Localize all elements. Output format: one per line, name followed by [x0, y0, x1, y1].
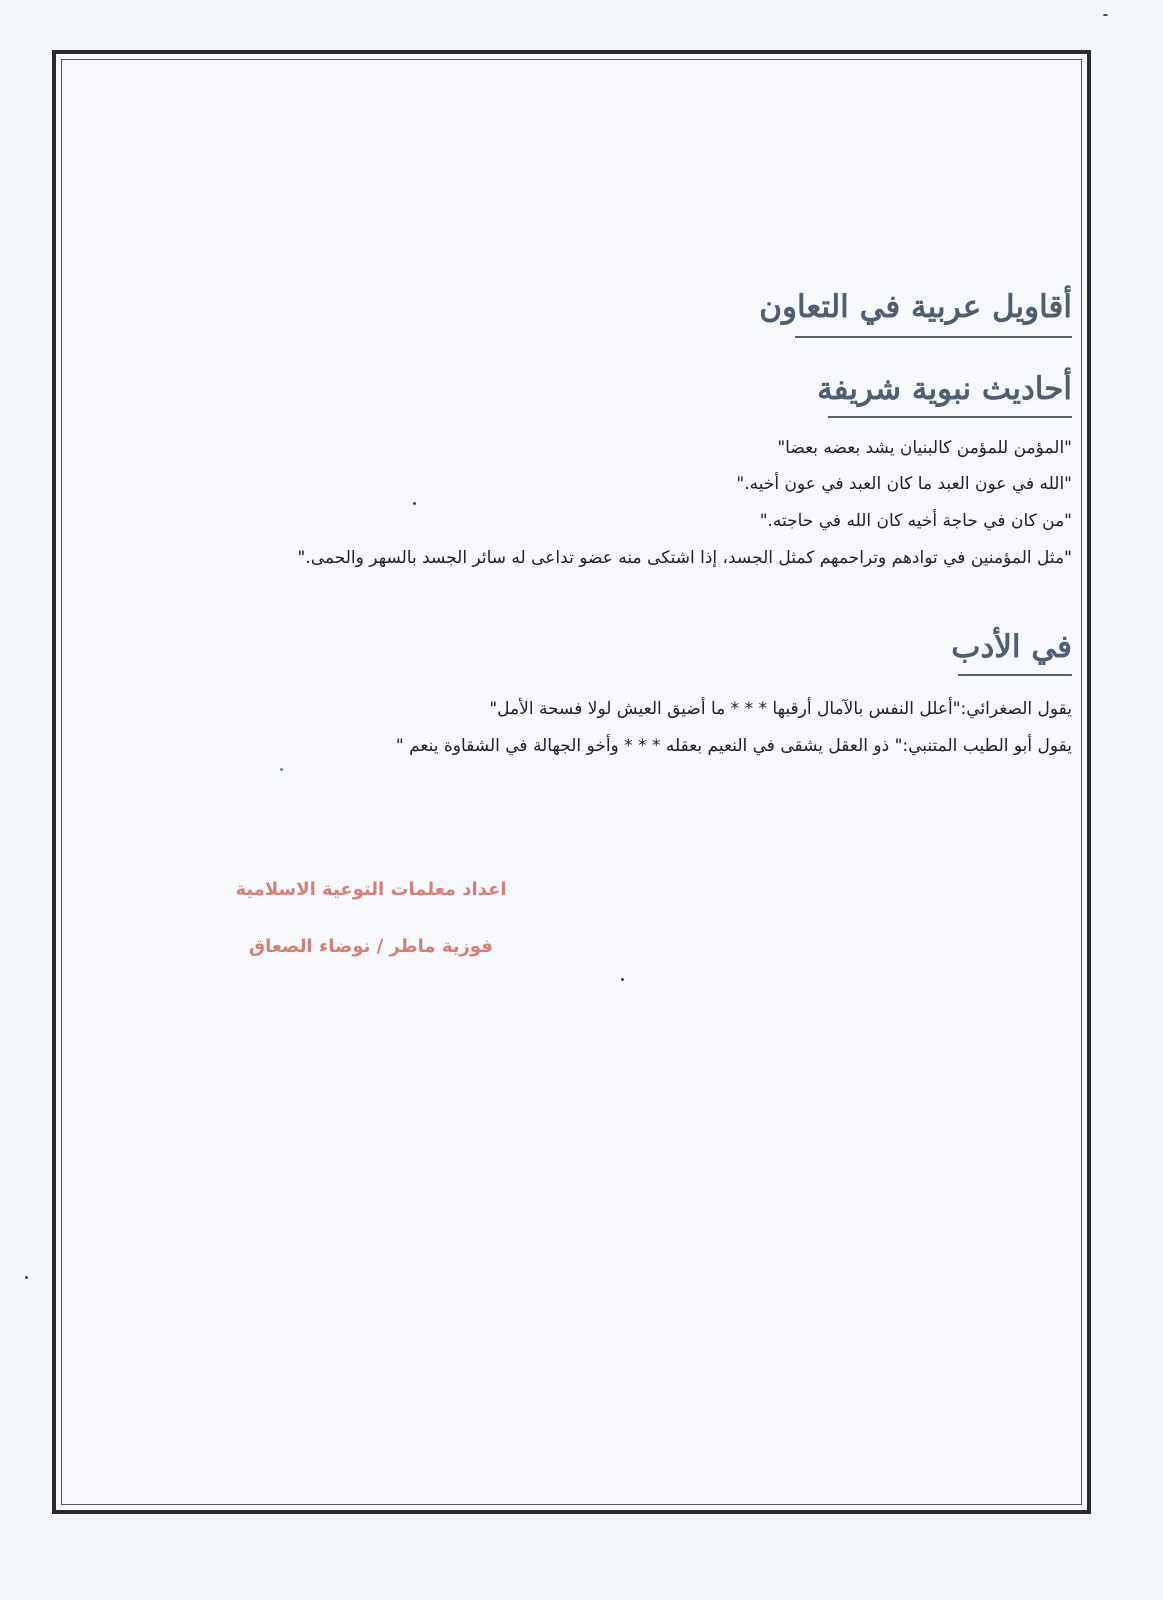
section-heading-literature-underline	[958, 674, 1072, 676]
section-heading-hadiths-underline	[828, 416, 1072, 418]
credit-prepared-by: اعداد معلمات التوعية الاسلامية	[235, 879, 507, 900]
document-title: أقاويل عربية في التعاون	[759, 289, 1072, 325]
page-border	[52, 50, 1091, 1514]
scan-speck	[25, 1276, 28, 1279]
section-heading-literature: في الأدب	[951, 629, 1072, 665]
hadith-line-1: "المؤمن للمؤمن كالبنيان يشد بعضه بعضا"	[777, 438, 1072, 458]
poetry-line-1: يقول الصغرائي:"أعلل النفس بالآمال أرقبها * * * ما أضيق العيش لولا فسحة الأمل"	[489, 699, 1072, 719]
page-border-inner	[61, 59, 1082, 1505]
section-heading-hadiths: أحاديث نبوية شريفة	[817, 371, 1072, 407]
scan-speck	[1103, 14, 1108, 16]
poetry-line-2: يقول أبو الطيب المتنبي:" ذو العقل يشقى في النعيم بعقله * * * وأخو الجهالة في الشقاوة ينعم "	[395, 736, 1072, 756]
scan-speck	[280, 768, 283, 771]
scan-speck	[413, 502, 416, 505]
hadith-line-3: "من كان في حاجة أخيه كان الله في حاجته."	[759, 511, 1072, 531]
title-underline	[795, 336, 1072, 338]
hadith-line-2: "الله في عون العبد ما كان العبد في عون أخيه."	[736, 474, 1072, 494]
credit-authors: فوزية ماطر / نوضاء الصعاق	[249, 936, 493, 957]
scan-speck	[621, 978, 624, 981]
hadith-line-4: "مثل المؤمنين في توادهم وتراحمهم كمثل الجسد، إذا اشتكى منه عضو تداعى له سائر الجسد بالسهر والحمى."	[297, 548, 1072, 568]
